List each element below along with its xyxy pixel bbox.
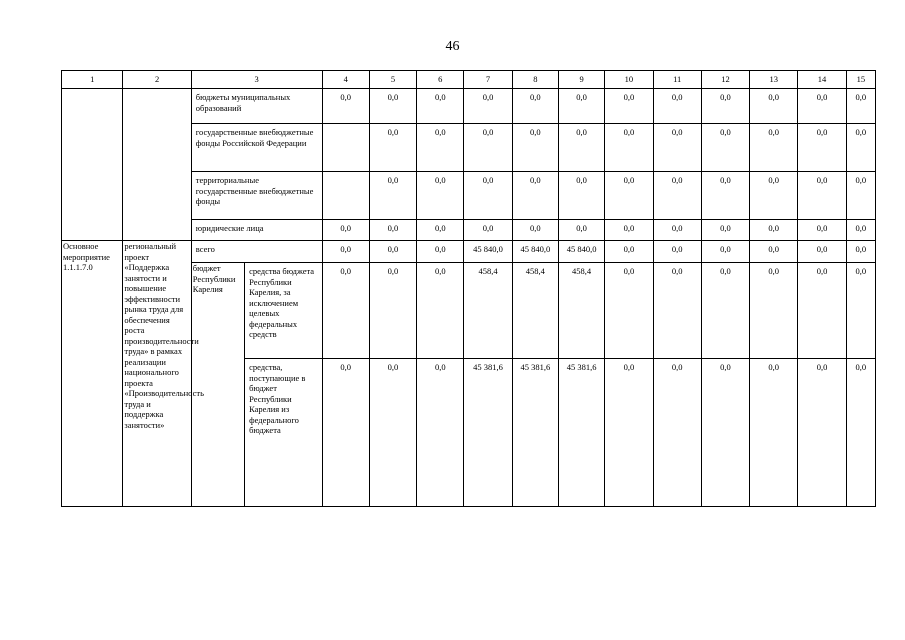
header-col-13: 13 [750,71,798,89]
value-cell: 0,0 [605,172,653,220]
value-cell: 0,0 [322,89,369,124]
value-cell: 0,0 [653,241,701,263]
value-cell: 0,0 [605,124,653,172]
source-label: бюджеты муниципальных образований [191,89,322,124]
value-cell: 0,0 [846,124,875,172]
value-cell: 0,0 [464,172,512,220]
value-cell: 0,0 [798,89,846,124]
value-cell: 0,0 [750,124,798,172]
header-col-9: 9 [558,71,604,89]
value-cell: 0,0 [701,172,749,220]
value-cell: 0,0 [605,359,653,507]
value-cell: 0,0 [653,172,701,220]
header-col-2: 2 [123,71,191,89]
value-cell: 0,0 [512,124,558,172]
value-cell: 0,0 [798,241,846,263]
value-cell: 0,0 [369,124,416,172]
source-label: государственные внебюджетные фонды Российской Федерации [191,124,322,172]
value-cell: 0,0 [558,220,604,241]
value-cell: 0,0 [369,359,416,507]
value-cell: 0,0 [798,124,846,172]
value-cell: 0,0 [512,172,558,220]
value-cell: 0,0 [701,359,749,507]
value-cell: 458,4 [558,263,604,359]
value-cell: 0,0 [605,263,653,359]
funding-source-label: средства, поступающие в бюджет Республики Карелия из федерального бюджета [245,359,322,507]
value-cell: 0,0 [558,124,604,172]
value-cell: 0,0 [653,220,701,241]
header-col-3: 3 [191,71,322,89]
table-row [62,89,876,124]
header-col-1: 1 [62,71,123,89]
value-cell: 0,0 [750,172,798,220]
table-row [62,241,876,263]
value-cell: 0,0 [750,263,798,359]
header-col-7: 7 [464,71,512,89]
value-cell: 0,0 [369,172,416,220]
value-cell: 0,0 [750,241,798,263]
header-row [62,71,876,89]
value-cell: 0,0 [558,172,604,220]
source-label: юридические лица [191,220,322,241]
value-cell: 0,0 [369,241,416,263]
page-number: 46 [445,39,460,54]
header-col-15: 15 [846,71,875,89]
budget-label: бюджет Республики Карелия [191,263,244,507]
value-cell: 0,0 [464,89,512,124]
value-cell: 0,0 [558,89,604,124]
value-cell: 0,0 [417,124,464,172]
value-cell: 0,0 [369,220,416,241]
value-cell: 0,0 [417,359,464,507]
value-cell: 45 381,6 [512,359,558,507]
value-cell: 0,0 [750,359,798,507]
value-cell: 45 840,0 [512,241,558,263]
value-cell: 0,0 [701,220,749,241]
value-cell: 0,0 [512,220,558,241]
value-cell: 0,0 [512,89,558,124]
value-cell: 458,4 [464,263,512,359]
value-cell: 0,0 [653,124,701,172]
value-cell: 458,4 [512,263,558,359]
value-cell [322,124,369,172]
value-cell: 0,0 [653,263,701,359]
value-cell: 0,0 [322,220,369,241]
value-cell: 0,0 [417,241,464,263]
value-cell: 0,0 [750,89,798,124]
financing-table [61,70,876,507]
value-cell: 0,0 [605,89,653,124]
header-col-6: 6 [417,71,464,89]
value-cell: 0,0 [701,241,749,263]
header-col-10: 10 [605,71,653,89]
value-cell: 0,0 [798,172,846,220]
value-cell: 0,0 [846,172,875,220]
value-cell: 0,0 [369,89,416,124]
value-cell: 0,0 [846,220,875,241]
value-cell: 45 840,0 [464,241,512,263]
value-cell: 0,0 [701,89,749,124]
empty-col-2 [123,89,191,241]
value-cell: 0,0 [464,124,512,172]
value-cell: 0,0 [701,124,749,172]
value-cell: 0,0 [846,263,875,359]
value-cell: 0,0 [653,89,701,124]
value-cell: 0,0 [417,172,464,220]
value-cell: 0,0 [750,220,798,241]
value-cell: 0,0 [605,241,653,263]
header-col-5: 5 [369,71,416,89]
value-cell: 0,0 [798,220,846,241]
event-code: Основное мероприятие 1.1.1.7.0 [62,241,123,507]
header-col-8: 8 [512,71,558,89]
value-cell: 0,0 [846,359,875,507]
header-col-12: 12 [701,71,749,89]
value-cell: 0,0 [605,220,653,241]
value-cell: 0,0 [322,263,369,359]
value-cell: 45 381,6 [558,359,604,507]
source-label: территориальные государственные внебюджетные фонды [191,172,322,220]
total-label: всего [191,241,322,263]
header-col-4: 4 [322,71,369,89]
value-cell [322,172,369,220]
value-cell: 0,0 [798,359,846,507]
table-body [62,71,876,507]
value-cell: 0,0 [322,241,369,263]
value-cell: 45 381,6 [464,359,512,507]
funding-source-label: средства бюджета Республики Карелия, за исключением целевых федеральных средств [245,263,322,359]
value-cell: 0,0 [798,263,846,359]
event-name: региональный проект «Поддержка занятости и повышение эффективности рынка труда для обеспечения роста производительности труда» в рамках реализации национального проекта «Производительность труда и поддержка занятости» [123,241,191,507]
value-cell: 45 840,0 [558,241,604,263]
value-cell: 0,0 [701,263,749,359]
value-cell: 0,0 [417,89,464,124]
value-cell: 0,0 [417,220,464,241]
empty-col-1 [62,89,123,241]
header-col-14: 14 [798,71,846,89]
value-cell: 0,0 [464,220,512,241]
value-cell: 0,0 [369,263,416,359]
value-cell: 0,0 [846,89,875,124]
value-cell: 0,0 [417,263,464,359]
value-cell: 0,0 [653,359,701,507]
value-cell: 0,0 [322,359,369,507]
value-cell: 0,0 [846,241,875,263]
header-col-11: 11 [653,71,701,89]
